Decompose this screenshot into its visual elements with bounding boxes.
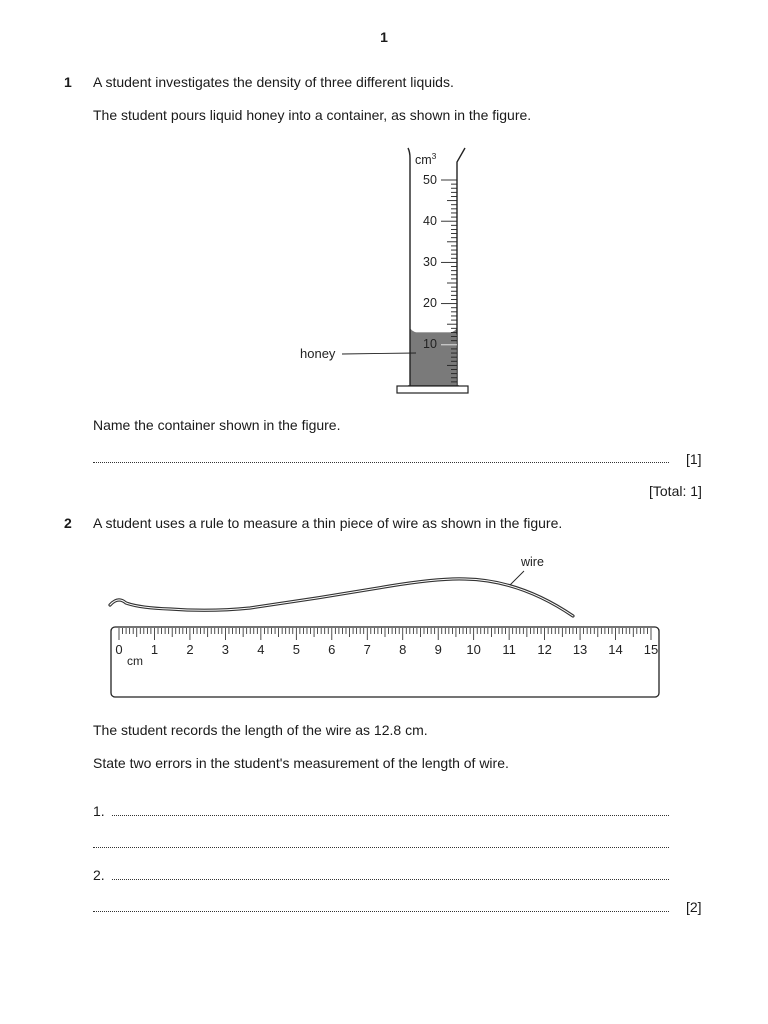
- ruler-label: 9: [434, 642, 442, 657]
- ruler-label: 8: [399, 642, 407, 657]
- honey-label: honey: [300, 346, 336, 361]
- question-2-number: 2: [64, 515, 72, 531]
- ruler-unit-label: cm: [127, 654, 143, 668]
- ruler-label: 6: [328, 642, 336, 657]
- ruler-label: 1: [150, 642, 159, 657]
- question-1-prompt: Name the container shown in the figure.: [93, 417, 341, 433]
- answer-line-q2-1b[interactable]: [93, 847, 669, 848]
- cylinder-right-wall: [457, 148, 465, 386]
- ruler-label: 13: [572, 642, 588, 657]
- ruler-label: 4: [257, 642, 265, 657]
- cylinder-scale-label-10: 10: [423, 337, 437, 351]
- ruler-label: 11: [502, 642, 516, 657]
- measuring-cylinder-figure: [290, 140, 490, 400]
- cylinder-scale-label-30: 30: [423, 255, 437, 269]
- answer-line-q2-1a[interactable]: [112, 815, 669, 816]
- ruler-label: 5: [292, 642, 300, 657]
- honey-leader-line: [342, 353, 416, 354]
- cylinder-scale-label-20: 20: [423, 296, 437, 310]
- cylinder-base: [397, 386, 468, 393]
- cylinder-scale-label-40: 40: [423, 214, 437, 228]
- answer-2-label: 2.: [93, 867, 105, 883]
- answer-1-label: 1.: [93, 803, 105, 819]
- ruler-label: 7: [363, 642, 371, 657]
- ruler-label: 3: [221, 642, 230, 657]
- ruler-label: 2: [186, 642, 194, 657]
- ruler-label: 12: [537, 642, 552, 657]
- question-1-text: The student pours liquid honey into a container, as shown in the figure.: [93, 107, 532, 123]
- cylinder-scale-label-50: 50: [423, 173, 437, 187]
- answer-line-q2-2a[interactable]: [112, 879, 669, 880]
- cylinder-left-wall: [408, 148, 410, 386]
- wire-leader-line: [510, 571, 524, 585]
- ruler-label: 0: [115, 642, 123, 657]
- question-1-mark: [1]: [686, 451, 702, 467]
- question-2-prompt: State two errors in the student's measurement of the length of wire.: [93, 755, 509, 771]
- question-1-number: 1: [64, 74, 72, 90]
- answer-line-q1[interactable]: [93, 462, 669, 463]
- ruler-label: 10: [466, 642, 481, 657]
- honey-meniscus: [410, 328, 457, 334]
- ruler-label: 14: [608, 642, 623, 657]
- question-2-text: A student uses a rule to measure a thin piece of wire as shown in the figure.: [93, 515, 563, 531]
- wire-ruler-figure: [100, 548, 670, 703]
- answer-line-q2-2b[interactable]: [93, 911, 669, 912]
- question-2-record: The student records the length of the wire as 12.8 cm.: [93, 722, 428, 738]
- question-2-mark: [2]: [686, 899, 702, 915]
- cylinder-unit-label: $cm^3$: [415, 151, 437, 167]
- question-1-intro: A student investigates the density of three different liquids.: [93, 74, 454, 90]
- page-number: 1: [380, 29, 388, 45]
- ruler-label: 15: [643, 642, 659, 657]
- ruler: [111, 627, 659, 697]
- wire-label: wire: [521, 555, 544, 569]
- question-1-total: [Total: 1]: [649, 483, 702, 499]
